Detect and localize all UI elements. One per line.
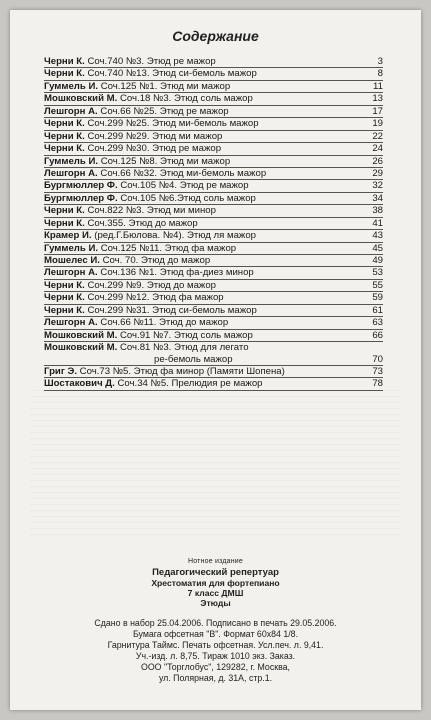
toc-entry-work: Соч.740 №3. Этюд ре мажор bbox=[87, 56, 216, 67]
toc-entry bbox=[44, 131, 383, 143]
toc-entry-work: Соч.355. Этюд до мажор bbox=[87, 217, 198, 229]
toc-entry bbox=[44, 168, 383, 180]
toc-entry-work: Соч.125 №1. Этюд ми мажор bbox=[100, 80, 231, 92]
toc-entry-page-number: 63 bbox=[372, 317, 383, 329]
toc-entry-work: Соч.91 №7. Этюд соль мажор bbox=[119, 329, 253, 341]
toc-entry-author: Гуммель И. bbox=[44, 155, 99, 167]
toc-entry-author: Гуммель И. bbox=[44, 80, 99, 92]
toc-entry bbox=[44, 81, 383, 93]
toc-entry bbox=[44, 354, 383, 366]
toc-entry-author: Григ Э. bbox=[44, 365, 77, 377]
toc-entry bbox=[44, 243, 383, 255]
toc-entry-page-number: 32 bbox=[372, 180, 383, 192]
toc-entry-author: Шостакович Д. bbox=[44, 378, 115, 390]
toc-entry-work: Соч. 70. Этюд до мажор bbox=[102, 255, 211, 266]
toc-entry-work: Соч.299 №30. Этюд ре мажор bbox=[87, 143, 222, 155]
toc-entry bbox=[44, 205, 383, 217]
toc-entry-author: Черни К. bbox=[44, 217, 85, 229]
toc-entry bbox=[44, 305, 383, 317]
toc-entry-page-number: 26 bbox=[372, 155, 383, 167]
toc-entry-page-number: 53 bbox=[372, 267, 383, 279]
toc-entry-work: Соч.125 №8. Этюд ми мажор bbox=[100, 155, 231, 167]
toc-entry-author: Лешгорн А. bbox=[44, 317, 98, 329]
toc-entry bbox=[44, 378, 383, 390]
toc-entry-work: Соч.125 №11. Этюд фа мажор bbox=[100, 242, 237, 254]
toc-entry bbox=[44, 330, 383, 342]
series-title: Педагогический репертуар bbox=[152, 567, 279, 578]
toc-entry-work: Соч.66 №11. Этюд до мажор bbox=[100, 317, 229, 329]
toc-entry-author: Черни К. bbox=[44, 118, 85, 130]
toc-entry-work: (ред.Г.Бюлова. №4). Этюд ля мажор bbox=[94, 230, 257, 242]
toc-entry bbox=[44, 68, 383, 80]
publication-line: Уч.-изд. л. 8,75. Тираж 1010 экз. Заказ. bbox=[135, 651, 296, 661]
toc-entry-author: Черни К. bbox=[44, 304, 85, 316]
toc-entry-author: Мошковский М. bbox=[44, 342, 118, 354]
toc-entry-page-number: 19 bbox=[372, 118, 383, 130]
toc-entry-author: Черни К. bbox=[44, 279, 85, 291]
toc-entry bbox=[44, 56, 383, 68]
toc-entry-page-number: 66 bbox=[372, 329, 383, 341]
toc-entry-page-number: 38 bbox=[372, 205, 383, 217]
toc-entry bbox=[44, 230, 383, 242]
toc-entry-work: Соч.34 №5. Прелюдия ре мажор bbox=[117, 378, 263, 390]
toc-entry-author: Лешгорн А. bbox=[44, 267, 98, 279]
toc-entry-page-number: 73 bbox=[372, 365, 383, 377]
edition-kind: Нотное издание bbox=[187, 558, 243, 565]
toc-entry-author: Черни К. bbox=[44, 143, 85, 155]
toc-entry-work: Соч.822 №3. Этюд ми минор bbox=[87, 205, 216, 217]
publication-line: Гарнитура Таймс. Печать офсетная. Усл.печ. л. 9,41. bbox=[107, 640, 324, 650]
toc-entry bbox=[44, 218, 383, 230]
book-page bbox=[10, 10, 421, 710]
toc-entry-page-number: 29 bbox=[372, 167, 383, 179]
toc-entry-page-number: 3 bbox=[377, 56, 383, 67]
toc-entry-work: Соч.740 №13. Этюд си-бемоль мажор bbox=[87, 68, 257, 80]
toc-entry bbox=[44, 143, 383, 155]
toc-entry bbox=[44, 292, 383, 304]
toc-entry-page-number: 70 bbox=[372, 353, 383, 365]
toc-entry-work: Соч.105 №6.Этюд соль мажор bbox=[120, 192, 256, 204]
toc-entry bbox=[44, 156, 383, 168]
toc-entry-page-number: 24 bbox=[372, 143, 383, 155]
publication-details bbox=[10, 618, 421, 684]
toc-entry-author: Черни К. bbox=[44, 68, 85, 80]
toc-entry-work: Соч.66 №32. Этюд ми-бемоль мажор bbox=[100, 167, 267, 179]
toc-entry-author: Бургмюллер Ф. bbox=[44, 192, 118, 204]
toc-entry-page-number: 41 bbox=[372, 217, 383, 229]
toc-entry-work: Соч.18 №3. Этюд соль мажор bbox=[119, 93, 253, 105]
toc-entry-work: Соч.299 №25. Этюд ми-бемоль мажор bbox=[87, 118, 259, 130]
toc-list bbox=[44, 56, 383, 391]
toc-entry bbox=[44, 280, 383, 292]
toc-entry bbox=[44, 317, 383, 329]
toc-entry-author: Мошелес И. bbox=[44, 255, 100, 266]
toc-entry-page-number: 45 bbox=[372, 242, 383, 254]
toc-entry-work: Соч.73 №5. Этюд фа минор (Памяти Шопена) bbox=[79, 365, 285, 377]
toc-entry-author: Черни К. bbox=[44, 205, 85, 217]
toc-entry bbox=[44, 342, 383, 353]
toc-entry-work: Соч.136 №1. Этюд фа-диез минор bbox=[100, 267, 254, 279]
toc-entry-work: Соч.81 №3. Этюд для легато bbox=[119, 342, 249, 354]
toc-entry-author: Черни К. bbox=[44, 130, 85, 142]
book-section: Этюды bbox=[200, 598, 231, 608]
toc-entry-author: Лешгорн А. bbox=[44, 105, 98, 117]
toc-entry bbox=[44, 193, 383, 205]
toc-entry-page-number: 11 bbox=[373, 80, 383, 92]
toc-entry-author: Лешгорн А. bbox=[44, 167, 98, 179]
toc-entry-work: Соч.105 №4. Этюд ре мажор bbox=[120, 180, 249, 192]
toc-entry-work: Соч.299 №12. Этюд фа мажор bbox=[87, 292, 224, 304]
imprint bbox=[10, 558, 421, 684]
toc-entry-author: Гуммель И. bbox=[44, 242, 99, 254]
toc-title: Содержание bbox=[172, 28, 259, 44]
publication-line: ул. Полярная, д. 31А, стр.1. bbox=[158, 673, 273, 683]
toc-entry bbox=[44, 366, 383, 378]
toc-entry-work: Соч.299 №29. Этюд ми мажор bbox=[87, 130, 223, 142]
toc-entry-page-number: 22 bbox=[372, 130, 383, 142]
toc-entry-author: Крамер И. bbox=[44, 230, 92, 242]
publication-line: Сдано в набор 25.04.2006. Подписано в печать 29.05.2006. bbox=[94, 618, 337, 628]
toc-entry-page-number: 55 bbox=[372, 279, 383, 291]
toc-entry-page-number: 34 bbox=[372, 192, 383, 204]
book-subtitle: Хрестоматия для фортепиано bbox=[151, 578, 280, 588]
toc-entry bbox=[44, 255, 383, 267]
toc-entry-work: Соч.66 №25. Этюд ре мажор bbox=[100, 105, 229, 117]
toc-entry-author: Черни К. bbox=[44, 292, 85, 304]
toc-entry-page-number: 43 bbox=[372, 230, 383, 242]
publication-line: ООО "Торглобус", 129282, г. Москва, bbox=[140, 662, 290, 672]
toc-entry bbox=[44, 106, 383, 118]
toc-entry-work: Соч.299 №9. Этюд до мажор bbox=[87, 279, 217, 291]
book-grade: 7 класс ДМШ bbox=[187, 588, 244, 598]
toc-entry-page-number: 13 bbox=[372, 93, 383, 105]
toc-entry bbox=[44, 267, 383, 279]
toc-entry bbox=[44, 180, 383, 192]
toc-entry-page-number: 17 bbox=[372, 105, 383, 117]
publication-line: Бумага офсетная "В". Формат 60х84 1/8. bbox=[132, 629, 299, 639]
toc-entry-author: Бургмюллер Ф. bbox=[44, 180, 118, 192]
toc-entry-page-number: 8 bbox=[377, 68, 383, 80]
toc-entry-page-number: 78 bbox=[372, 378, 383, 390]
toc-entry-author: Мошковский М. bbox=[44, 329, 118, 341]
toc-entry-page-number: 59 bbox=[372, 292, 383, 304]
toc-entry bbox=[44, 93, 383, 105]
toc-entry-page-number: 49 bbox=[372, 255, 383, 266]
toc-entry bbox=[44, 118, 383, 130]
toc-entry-work: ре-бемоль мажор bbox=[154, 353, 233, 365]
toc-entry-author: Черни К. bbox=[44, 56, 85, 67]
toc-entry-author: Мошковский М. bbox=[44, 93, 118, 105]
toc-entry-page-number: 61 bbox=[372, 304, 383, 316]
toc-entry-work: Соч.299 №31. Этюд си-бемоль мажор bbox=[87, 304, 257, 316]
